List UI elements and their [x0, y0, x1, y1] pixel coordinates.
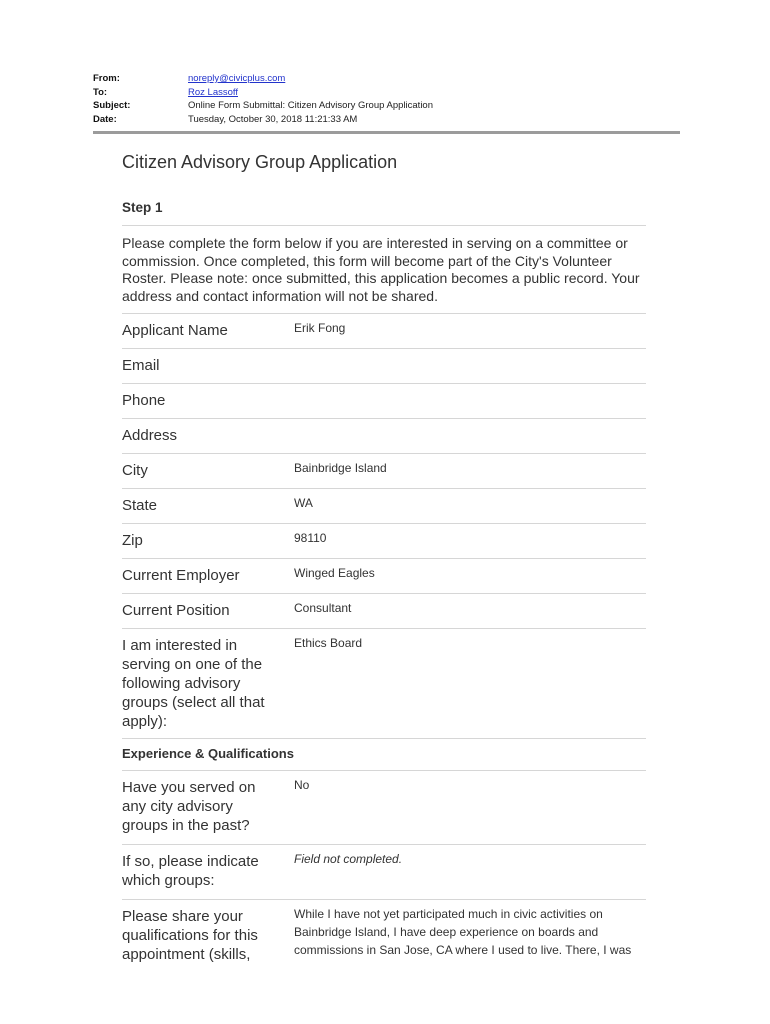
field-label: I am interested in serving on one of the following advisory groups (select all that apply): [122, 637, 265, 730]
field-which-groups [122, 844, 646, 899]
to-label: To: [93, 86, 108, 98]
field-value: Ethics Board [294, 636, 363, 650]
subject-value: Online Form Submittal: Citizen Advisory Group Application [188, 100, 433, 111]
field-applicant-name [122, 313, 646, 348]
field-state [122, 488, 646, 523]
date-label: Date: [93, 113, 117, 125]
field-label: Current Employer [122, 567, 240, 584]
step-heading: Step 1 [122, 200, 163, 215]
from-email-link[interactable]: noreply@civicplus.com [188, 73, 286, 84]
header-divider [93, 131, 680, 134]
form-body [122, 150, 646, 970]
field-phone [122, 383, 646, 418]
subject-row [93, 99, 433, 113]
field-value: While I have not yet participated much in civic activities on Bainbridge Island, I have deep experience on boards and commissions in San Jose, CA where I used to live. There, I was [294, 907, 632, 957]
field-qualifications [122, 899, 646, 970]
date-value: Tuesday, October 30, 2018 11:21:33 AM [188, 113, 358, 125]
section-experience-heading: Experience & Qualifications [122, 738, 646, 770]
field-current-employer [122, 558, 646, 593]
field-value [294, 354, 646, 377]
from-row [93, 72, 433, 86]
to-row [93, 86, 433, 100]
field-label: If so, please indicate which groups: [122, 853, 259, 889]
field-value: No [294, 778, 310, 792]
form-title: Citizen Advisory Group Application [122, 152, 398, 172]
email-header [93, 72, 433, 126]
field-served-before [122, 770, 646, 844]
field-label: City [122, 462, 148, 479]
field-value: Consultant [294, 601, 352, 615]
field-current-position [122, 593, 646, 628]
field-label: Email [122, 357, 160, 374]
field-value: Bainbridge Island [294, 461, 387, 475]
field-value: 98110 [294, 531, 327, 545]
field-label: Current Position [122, 602, 230, 619]
field-value [294, 424, 646, 447]
field-value: Erik Fong [294, 321, 346, 335]
subject-label: Subject: [93, 100, 131, 111]
field-label: Phone [122, 392, 166, 409]
date-row [93, 113, 433, 127]
field-zip [122, 523, 646, 558]
to-recipient-link[interactable]: Roz Lassoff [188, 86, 238, 98]
field-label: Please share your qualifications for this appointment (skills, [122, 908, 258, 963]
field-label: State [122, 497, 158, 514]
field-value: WA [294, 496, 313, 510]
from-label: From: [93, 73, 120, 84]
field-label: Applicant Name [122, 322, 228, 339]
field-address [122, 418, 646, 453]
field-value: Field not completed. [294, 852, 403, 866]
field-label: Zip [122, 532, 143, 549]
field-label: Have you served on any city advisory groups in the past? [122, 779, 256, 834]
field-advisory-groups [122, 628, 646, 738]
field-value: Winged Eagles [294, 566, 375, 580]
field-value [294, 389, 646, 412]
intro-text: Please complete the form below if you are interested in serving on a committee or commission. Once completed, this form will become part of the City's Volunteer Roster. Please note: once submitted, this application becomes a public record. Your address and contact information will not be shared. [122, 235, 640, 304]
field-email [122, 348, 646, 383]
field-city [122, 453, 646, 488]
field-label: Address [122, 427, 178, 444]
